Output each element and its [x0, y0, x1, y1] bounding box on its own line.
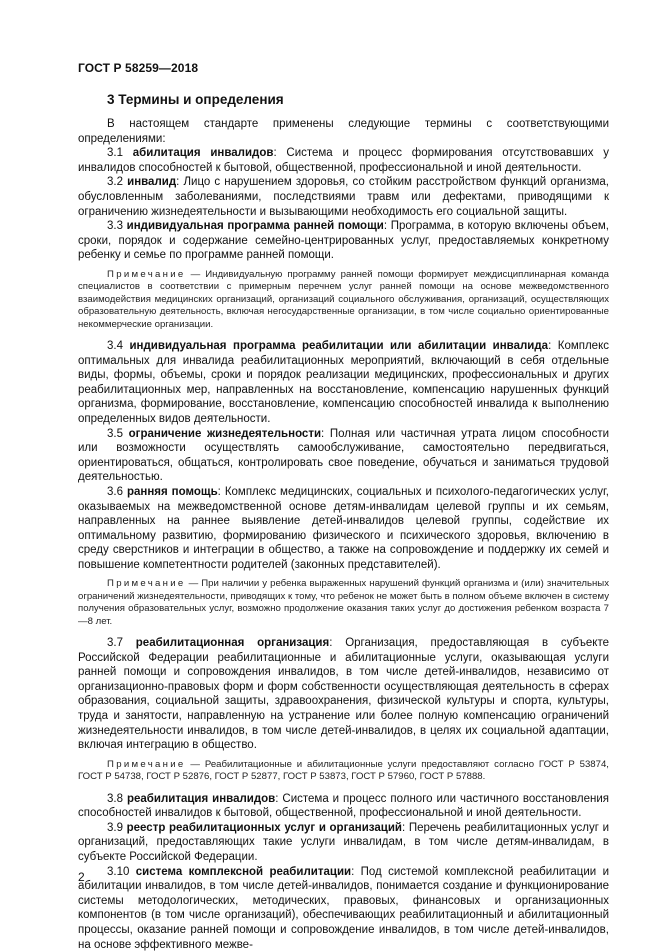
note-dash: — [185, 578, 202, 590]
term-3-8 [78, 792, 609, 821]
term-3-1 [78, 146, 609, 175]
term-number: 3.8 [107, 792, 127, 805]
term-name: индивидуальная программа ранней помощи [126, 220, 384, 233]
term-definition: : Организация, предоставляющая в субъекте Российской Федерации реабилитационные и абилитационные услуги, оказывающая услуги ранней помощи и сопровождения инвалидов, в том числе детей-инвалидов, независимо от организационно-правовых форм и форм собственности осуществляющая деятельность в сферах образования, социальной защиты, здравоохранения, физической культуры и спорта, культуры, труда и занятости, направленную на устранение или более полную компенсацию ограничений жизнедеятельности инвалидов, в том числе детей-инвалидов, в целях их социальной адаптации, включая интеграцию в общество. [78, 637, 609, 752]
term-definition: : Система и процесс формирования отсутствовавших у инвалидов способностей к бытовой, общественной, профессиональной и иной деятельности. [78, 147, 609, 174]
term-definition: : Система и процесс полного или частичного восстановления способностей инвалидов к бытовой, общественной, профессиональной и иной деятельности. [78, 792, 609, 820]
note-dash: — [185, 268, 206, 280]
section-title: 3 Термины и определения [107, 92, 284, 107]
note-text: Реабилитационные и абилитационные услуги предоставляют согласно ГОСТ Р 53874, ГОСТ Р 54738, ГОСТ Р 52876, ГОСТ Р 52877, ГОСТ Р 53873, ГОСТ Р 57960, ГОСТ Р 57888. [78, 758, 609, 783]
note-text: Индивидуальную программу ранней помощи формирует междисциплинарная команда специалистов в соответствии с примерным перечнем услуг ранней помощи на основе межведомственного взаимодействия медицинских организаций, организаций социального обслуживания, организаций, осуществляющих образовательную деятельность, включая негосударственные организации, в том числе социально ориентированные некоммерческие организации. [78, 268, 609, 330]
term-name: инвалид [127, 176, 177, 189]
standard-header: ГОСТ Р 58259—2018 [78, 61, 199, 75]
term-name: система комплексной реабилитации [135, 865, 352, 878]
intro-paragraph: В настоящем стандарте применены следующие термины с соответствующими определениями: [78, 118, 609, 145]
note-dash: — [185, 758, 205, 770]
term-definition: : Под системой комплексной реабилитации и абилитации инвалидов, в том числе детей-инвалидов, понимается создание и функционирование системы методологических, методических, правовых, финансовых и организационных компонентов (в том числе организаций), обеспечивающих реабилитационный и абилитационный процессы, оказание ранней помощи и сопровождение инвалидов, в том числе детей-инвалидов, на основе эффективного межве- [78, 865, 610, 951]
document-body [78, 117, 609, 952]
term-3-5 [78, 427, 609, 485]
note-2 [78, 578, 609, 628]
term-3-4 [78, 339, 609, 427]
term-definition: : Программа, в которую включены объем, сроки, порядок и содержание семейно-центрированных услуг, предоставляемых конкретному ребенку и семье по программе ранней помощи. [78, 220, 609, 262]
term-number: 3.7 [107, 637, 136, 650]
note-text: При наличии у ребенка выраженных нарушений функций организма и (или) значительных ограничений жизнедеятельности, приводящих к тому, что ребенок не может быть в полном объеме включен в систему получения образовательных услуг, возможно продолжение оказания таких услуг до достижения ребенком возраста 7—8 лет. [78, 578, 609, 627]
term-number: 3.5 [107, 427, 129, 440]
term-3-10 [78, 865, 609, 952]
term-3-3 [78, 219, 609, 263]
term-3-9 [78, 821, 609, 865]
term-definition: : Лицо с нарушением здоровья, со стойким расстройством функций организма, обусловленным заболеваниями, последствиями травм или дефектами, приводящими к ограничению жизнедеятельности и вызывающими необходимость его социальной защиты. [78, 176, 609, 218]
term-number: 3.6 [107, 485, 127, 498]
note-label: Примечание [107, 268, 186, 280]
term-name: ограничение жизнедеятельности [128, 427, 322, 440]
term-definition: : Полная или частичная утрата лицом способности или возможности осуществлять самообслуживание, самостоятельно передвигаться, ориентироваться, общаться, контролировать свое поведение, обучаться и заниматься трудовой деятельностью. [78, 427, 610, 484]
term-3-6 [78, 485, 609, 573]
term-name: реестр реабилитационных услуг и организаций [126, 821, 402, 834]
term-definition: : Перечень реабилитационных услуг и организаций, предоставляющих такие услуги инвалидам, в том числе детям-инвалидам, в субъекте Российской Федерации. [78, 821, 610, 864]
term-number: 3.9 [107, 821, 127, 834]
term-name: ранняя помощь [126, 485, 218, 498]
note-label: Примечание [107, 578, 186, 590]
term-number: 3.4 [107, 339, 130, 352]
term-3-7 [78, 636, 609, 753]
term-number: 3.2 [107, 176, 128, 189]
term-name: индивидуальная программа реабилитации или абилитации инвалида [129, 339, 549, 352]
page-number: 2 [78, 870, 85, 884]
term-number: 3.10 [107, 865, 136, 878]
term-number: 3.3 [107, 220, 127, 233]
note-3 [78, 759, 609, 784]
note-label: Примечание [107, 758, 186, 770]
term-name: реабилитационная организация [135, 637, 330, 650]
term-name: абилитация инвалидов [132, 147, 274, 160]
term-3-2 [78, 175, 609, 219]
term-name: реабилитация инвалидов [126, 792, 276, 805]
note-1 [78, 269, 609, 331]
term-definition: : Комплекс медицинских, социальных и психолого-педагогических услуг, оказываемых на межведомственной основе детям-инвалидам целевой группы и их семьям, направленных на раннее выявление детей-инвалидов целевой группы, содействие их оптимальному развитию, формированию физического и психического здоровья, включению в среду сверстников и интеграции в общество, а также на сопровождение и поддержку их семей и повышение компетентности родителей (законных представителей). [78, 485, 609, 571]
term-number: 3.1 [107, 147, 133, 160]
term-definition: : Комплекс оптимальных для инвалида реабилитационных мероприятий, включающий в себя отдельные виды, формы, объемы, сроки и порядок реализации медицинских, профессиональных и других реабилитационных мер, направленных на восстановление, компенсацию нарушенных функций организма, формирование, восстановление, компенсацию способностей инвалида к выполнению определенных видов деятельности. [78, 339, 609, 425]
